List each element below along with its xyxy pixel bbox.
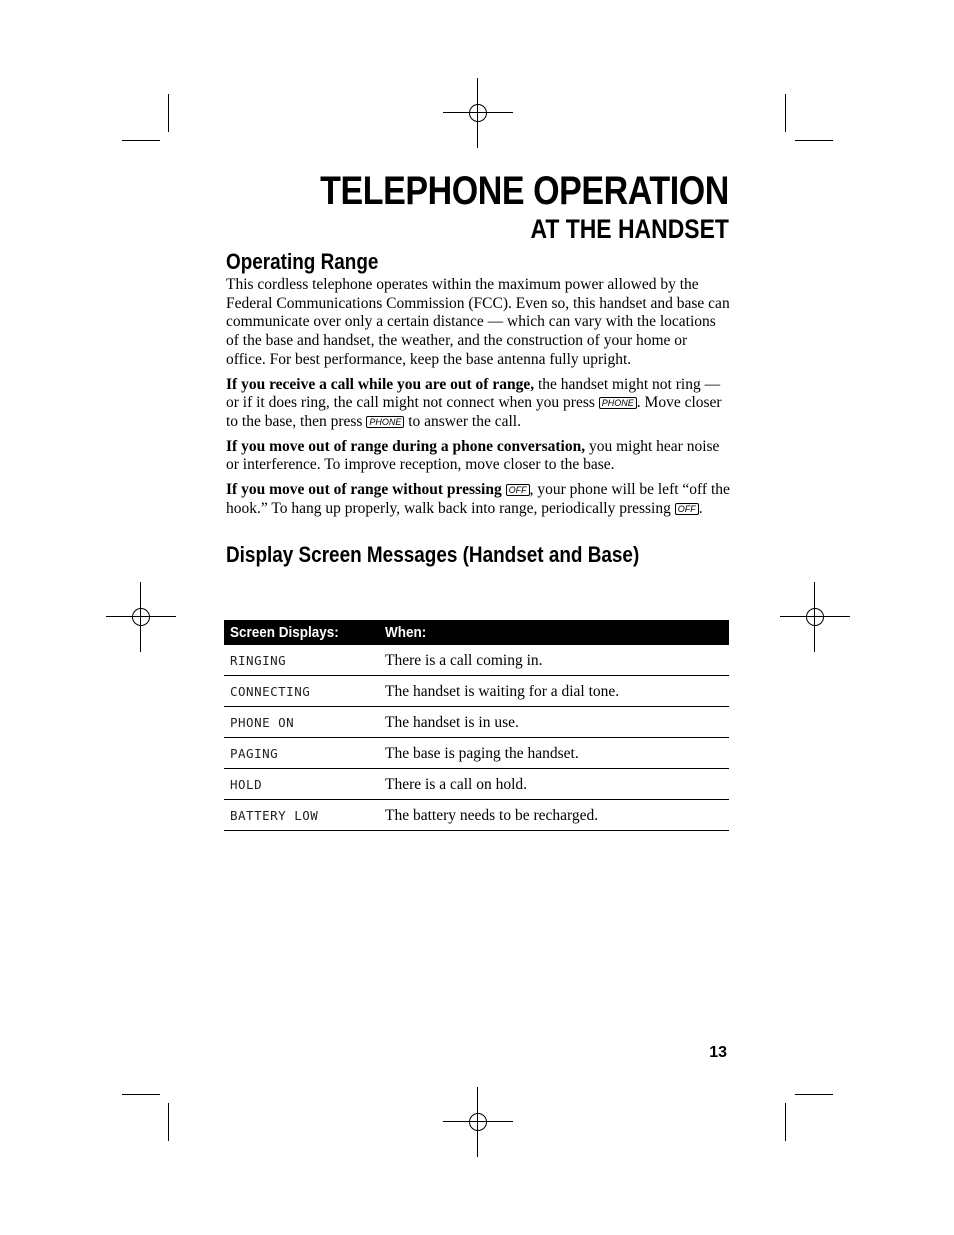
when-cell: The battery needs to be recharged. bbox=[379, 800, 729, 831]
crop-mark-bottom-left-horizontal bbox=[122, 1094, 160, 1095]
crop-mark-top-left-horizontal bbox=[122, 140, 160, 141]
content bbox=[226, 248, 730, 569]
registration-mark-bottom bbox=[443, 1087, 513, 1157]
screen-display-cell: BATTERY LOW bbox=[224, 800, 379, 831]
page-header bbox=[248, 168, 729, 244]
screen-display-cell: PHONE ON bbox=[224, 707, 379, 738]
crop-mark-top-right-vertical bbox=[785, 94, 786, 132]
off-key-icon: OFF bbox=[506, 484, 530, 496]
registration-mark-left bbox=[106, 582, 176, 652]
column-header-when: When: bbox=[379, 620, 729, 645]
section-heading-operating-range: Operating Range bbox=[226, 249, 379, 274]
crop-mark-top-right-horizontal bbox=[795, 140, 833, 141]
registration-mark-top bbox=[443, 78, 513, 148]
table-row bbox=[224, 676, 729, 707]
column-header-screen-displays: Screen Displays: bbox=[224, 620, 379, 645]
screen-display-cell: PAGING bbox=[224, 738, 379, 769]
out-of-range-off-paragraph: If you move out of range without pressing OFF , your phone will be left “off the hook.” To hang up properly, walk back into range, periodically pressing OFF . bbox=[226, 481, 730, 517]
crop-mark-top-left-vertical bbox=[168, 94, 169, 132]
table-row bbox=[224, 738, 729, 769]
table-row bbox=[224, 800, 729, 831]
operating-range-intro: This cordless telephone operates within the maximum power allowed by the Federal Communications Commission (FCC). Even so, this handset and base can communicate over only a certain distance — which can vary with the locations of the base and handset, the weather, and the construction of your home or office. For best performance, keep the base antenna fully upright. bbox=[226, 276, 730, 368]
off-key-icon: OFF bbox=[675, 503, 699, 515]
screen-display-cell: HOLD bbox=[224, 769, 379, 800]
crop-mark-bottom-left-vertical bbox=[168, 1103, 169, 1141]
when-cell: The handset is in use. bbox=[379, 707, 729, 738]
section-heading-display-messages: Display Screen Messages (Handset and Base) bbox=[226, 542, 640, 568]
table-row bbox=[224, 707, 729, 738]
screen-display-cell: RINGING bbox=[224, 645, 379, 676]
crop-mark-bottom-right-horizontal bbox=[795, 1094, 833, 1095]
paragraph-lead: If you receive a call while you are out of range, bbox=[226, 375, 535, 393]
page-title: TELEPHONE OPERATION bbox=[320, 169, 729, 213]
display-messages-table bbox=[224, 620, 729, 831]
table-row bbox=[224, 645, 729, 676]
when-cell: There is a call on hold. bbox=[379, 769, 729, 800]
paragraph-lead: If you move out of range without pressing bbox=[226, 481, 506, 499]
phone-key-icon: PHONE bbox=[366, 416, 404, 428]
table-header-row bbox=[224, 620, 729, 645]
when-cell: The handset is waiting for a dial tone. bbox=[379, 676, 729, 707]
when-cell: The base is paging the handset. bbox=[379, 738, 729, 769]
crop-mark-bottom-right-vertical bbox=[785, 1103, 786, 1141]
page-subtitle: AT THE HANDSET bbox=[530, 214, 729, 244]
out-of-range-conversation-paragraph: If you move out of range during a phone conversation, you might hear noise or interference. To improve reception, move closer to the base. bbox=[226, 437, 720, 474]
table-row bbox=[224, 769, 729, 800]
page-number: 13 bbox=[709, 1044, 727, 1061]
phone-key-icon: PHONE bbox=[599, 397, 637, 409]
registration-mark-right bbox=[780, 582, 850, 652]
paragraph-lead: If you move out of range during a phone conversation, bbox=[226, 437, 586, 455]
screen-display-cell: CONNECTING bbox=[224, 676, 379, 707]
when-cell: There is a call coming in. bbox=[379, 645, 729, 676]
out-of-range-call-paragraph: If you receive a call while you are out of range, the handset might not ring — or if it does ring, the call might not connect when you press PHONE . Move closer to the base, then press PHONE to answer the call. bbox=[226, 375, 722, 430]
